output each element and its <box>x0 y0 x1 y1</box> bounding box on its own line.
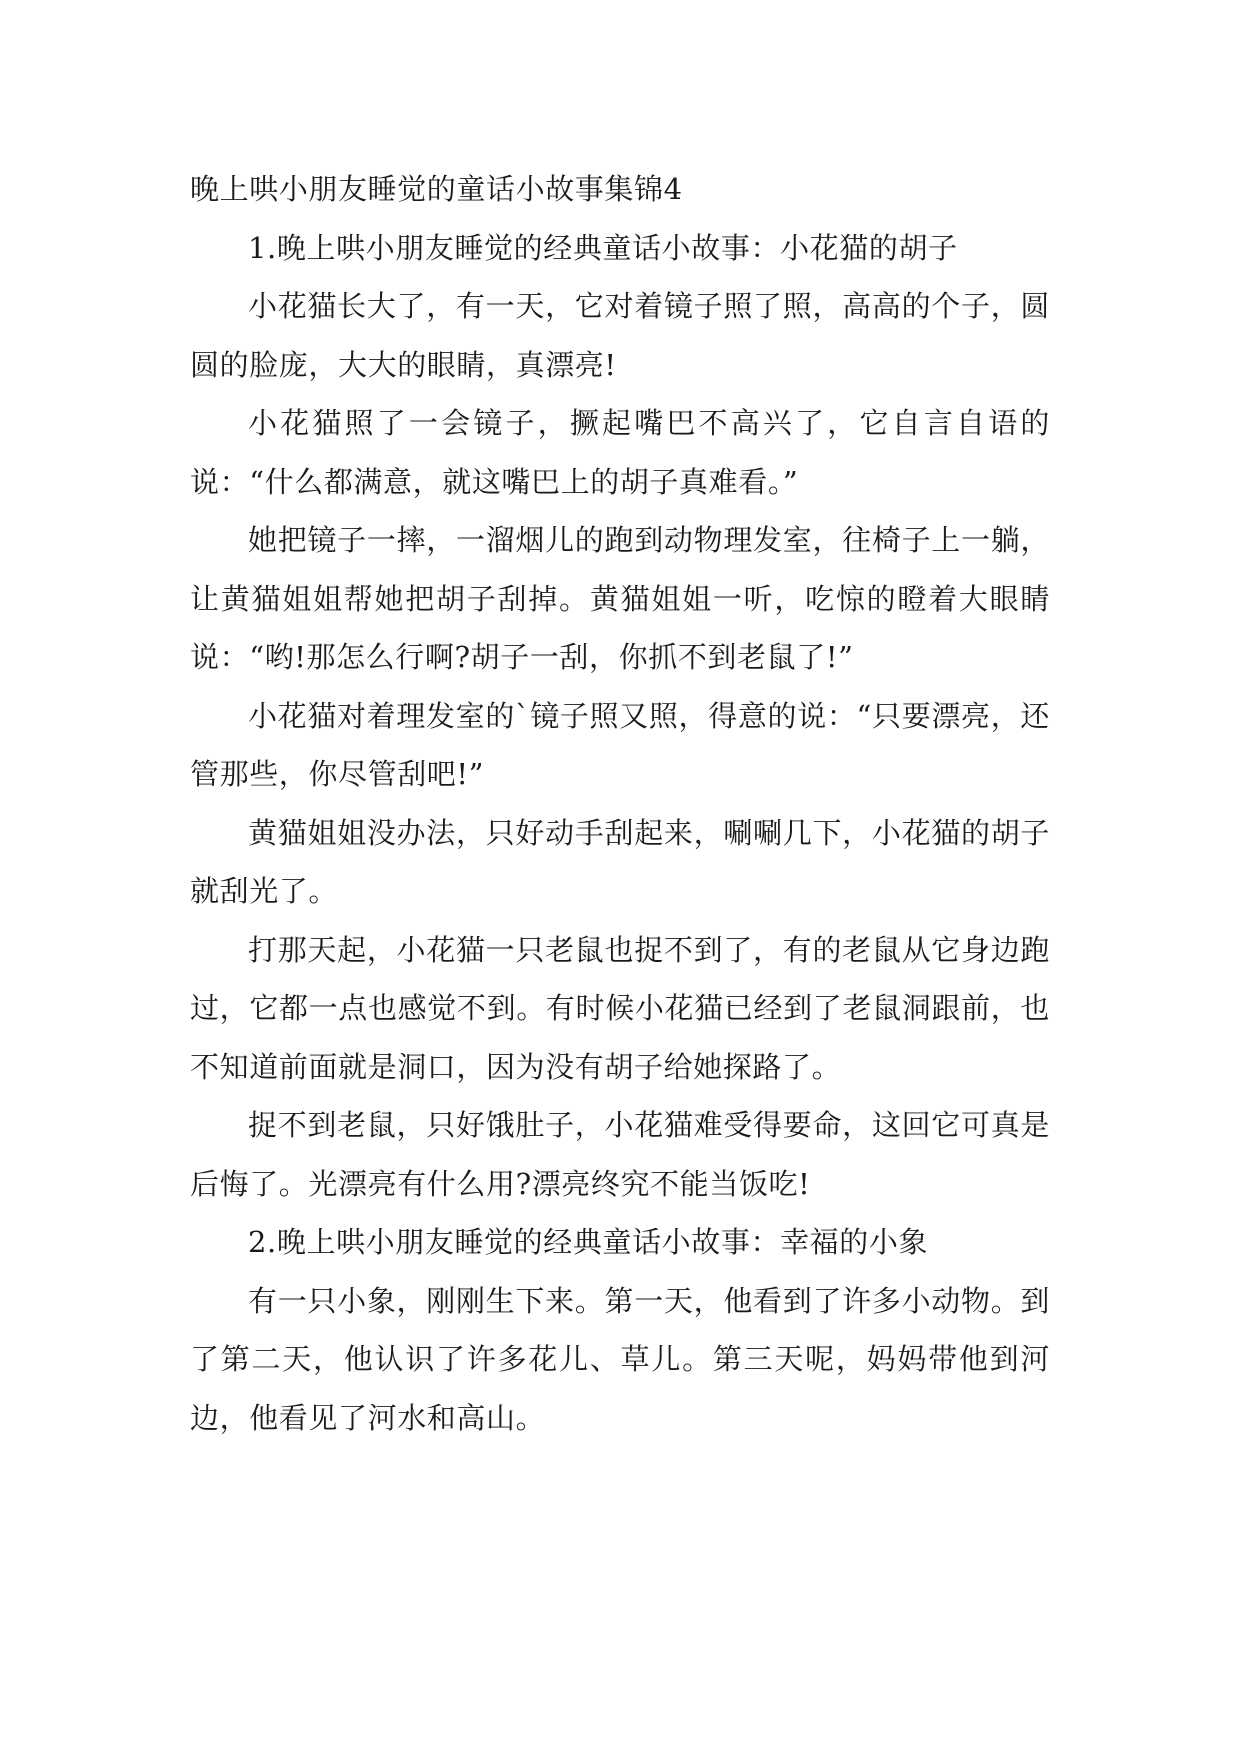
paragraph: 有一只小象，刚刚生下来。第一天，他看到了许多小动物。到了第二天，他认识了许多花儿、草儿。第三天呢，妈妈带他到河边，他看见了河水和高山。 <box>190 1283 1050 1435</box>
story-heading-2: 2.晚上哄小朋友睡觉的经典童话小故事：幸福的小象 <box>248 1225 929 1259</box>
document-title: 晚上哄小朋友睡觉的童话小故事集锦4 <box>190 172 683 206</box>
paragraph: 她把镜子一摔，一溜烟儿的跑到动物理发室，往椅子上一躺，让黄猫姐姐帮她把胡子刮掉。黄猫姐姐一听，吃惊的瞪着大眼睛说：“哟!那怎么行啊?胡子一刮，你抓不到老鼠了!” <box>190 523 1050 674</box>
paragraph: 小花猫长大了，有一天，它对着镜子照了照，高高的个子，圆圆的脸庞，大大的眼睛，真漂亮! <box>190 289 1050 382</box>
document-body <box>190 160 1050 1447</box>
paragraph: 小花猫照了一会镜子，撅起嘴巴不高兴了，它自言自语的说：“什么都满意，就这嘴巴上的胡子真难看。” <box>190 406 1050 499</box>
paragraph: 捉不到老鼠，只好饿肚子，小花猫难受得要命，这回它可真是后悔了。光漂亮有什么用?漂亮终究不能当饭吃! <box>190 1108 1050 1201</box>
story-heading-1: 1.晚上哄小朋友睡觉的经典童话小故事：小花猫的胡子 <box>248 230 958 265</box>
paragraph: 黄猫姐姐没办法，只好动手刮起来，唰唰几下，小花猫的胡子就刮光了。 <box>190 815 1050 908</box>
paragraph: 打那天起，小花猫一只老鼠也捉不到了，有的老鼠从它身边跑过，它都一点也感觉不到。有时候小花猫已经到了老鼠洞跟前，也不知道前面就是洞口，因为没有胡子给她探路了。 <box>190 932 1050 1084</box>
paragraph: 小花猫对着理发室的`镜子照又照，得意的说：“只要漂亮，还管那些，你尽管刮吧!” <box>190 698 1050 791</box>
